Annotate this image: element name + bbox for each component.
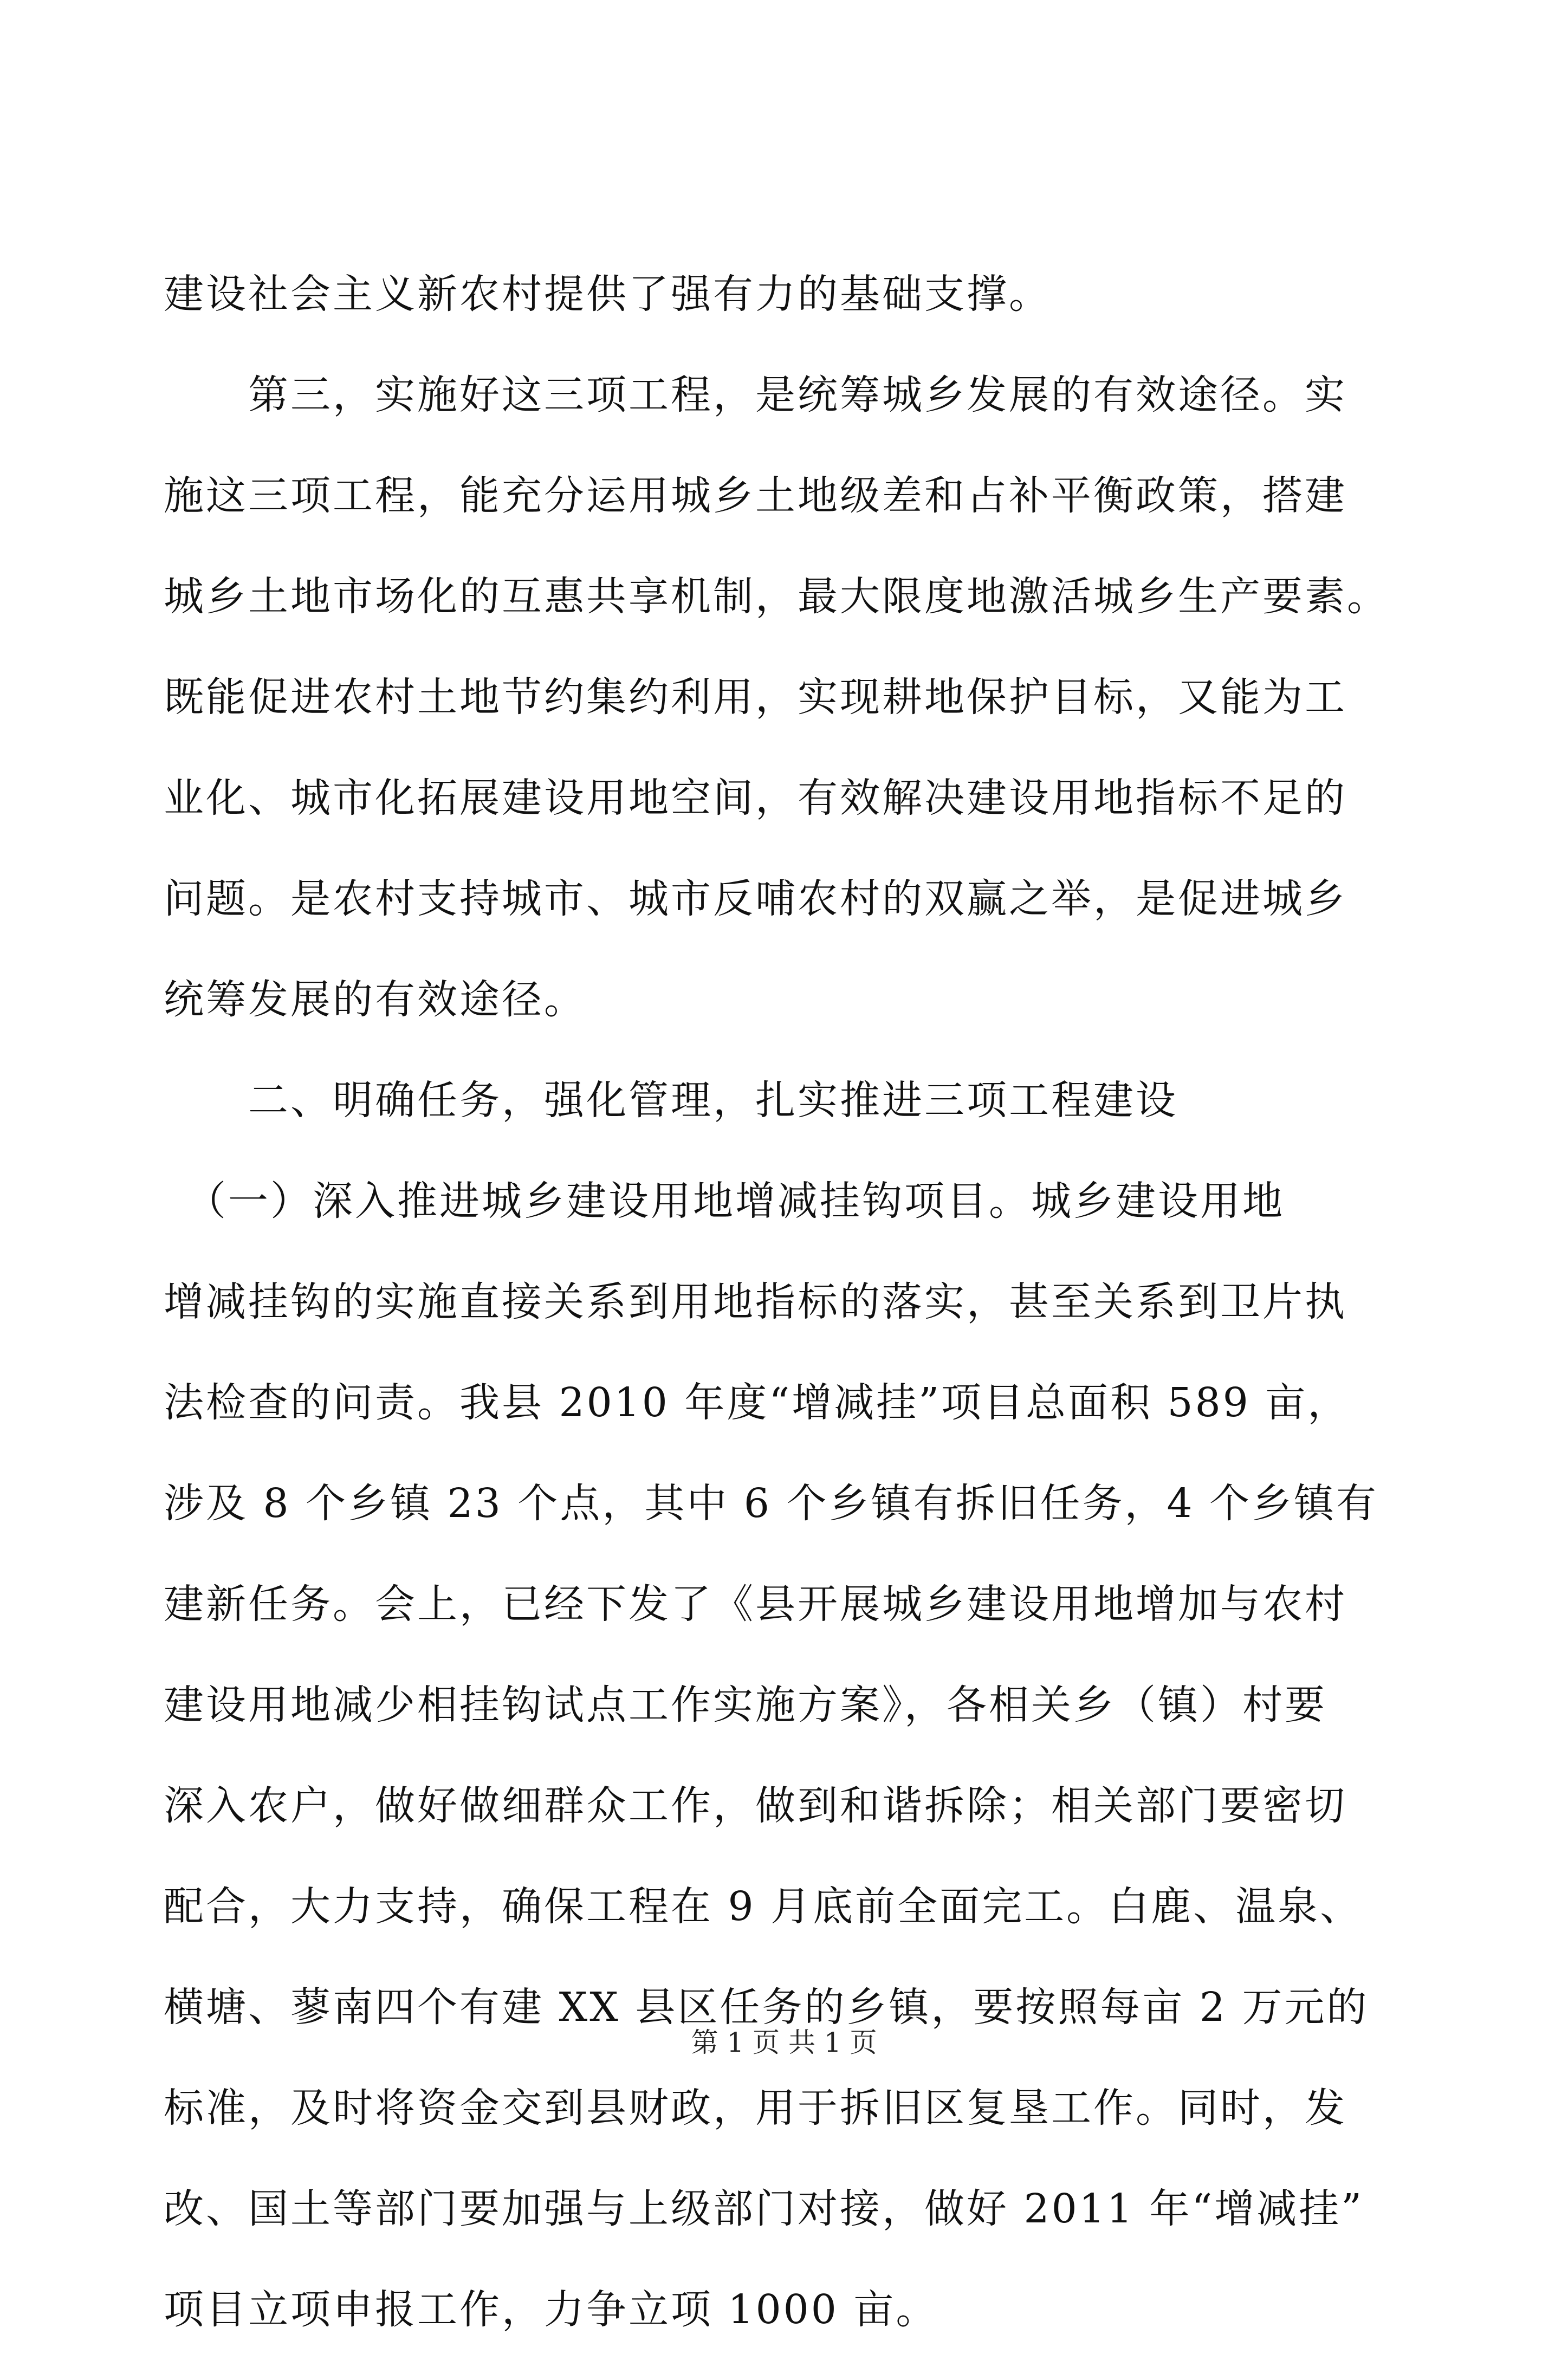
text-line: 统筹发展的有效途径。 (164, 976, 586, 1023)
text-line: 项目立项申报工作，力争立项 1000 亩。 (164, 2286, 938, 2333)
text-line: 第三，实施好这三项工程，是统筹城乡发展的有效途径。实 (164, 372, 1347, 418)
text-line: 配合，大力支持，确保工程在 9 月底前全面完工。白鹿、温泉、 (164, 1883, 1363, 1930)
text-line: 法检查的问责。我县 2010 年度“增减挂”项目总面积 589 亩， (164, 1379, 1350, 1426)
text-line: 标准，及时将资金交到县财政，用于拆旧区复垦工作。同时，发 (164, 2085, 1347, 2131)
text-line: （一）深入推进城乡建设用地增减挂钩项目。城乡建设用地 (164, 1178, 1285, 1224)
text-line: 改、国土等部门要加强与上级部门对接，做好 2011 年“增减挂” (164, 2186, 1364, 2232)
text-line: 增减挂钩的实施直接关系到用地指标的落实，甚至关系到卫片执 (164, 1279, 1347, 1325)
text-line: 城乡土地市场化的互惠共享机制，最大限度地激活城乡生产要素。 (164, 573, 1389, 620)
section-heading: 二、明确任务，强化管理，扎实推进三项工程建设 (164, 1077, 1178, 1124)
text-line: 业化、城市化拓展建设用地空间，有效解决建设用地指标不足的 (164, 775, 1347, 821)
text-line: 深入农户，做好做细群众工作，做到和谐拆除；相关部门要密切 (164, 1782, 1347, 1829)
page-number-footer: 第 1 页 共 1 页 (691, 2027, 877, 2058)
text-line: 问题。是农村支持城市、城市反哺农村的双赢之举，是促进城乡 (164, 876, 1347, 922)
text-line: 横塘、蓼南四个有建 XX 县区任务的乡镇，要按照每亩 2 万元的 (164, 1984, 1369, 2031)
text-line: 建设社会主义新农村提供了强有力的基础支撑。 (164, 271, 1051, 317)
text-line: 建新任务。会上，已经下发了《县开展城乡建设用地增加与农村 (164, 1581, 1347, 1628)
text-line: 既能促进农村土地节约集约利用，实现耕地保护目标，又能为工 (164, 674, 1347, 721)
text-line: 施这三项工程，能充分运用城乡土地级差和占补平衡政策，搭建 (164, 472, 1347, 519)
text-line: 涉及 8 个乡镇 23 个点，其中 6 个乡镇有拆旧任务，4 个乡镇有 (164, 1480, 1379, 1527)
text-line: 建设用地减少相挂钩试点工作实施方案》，各相关乡（镇）村要 (164, 1682, 1327, 1728)
